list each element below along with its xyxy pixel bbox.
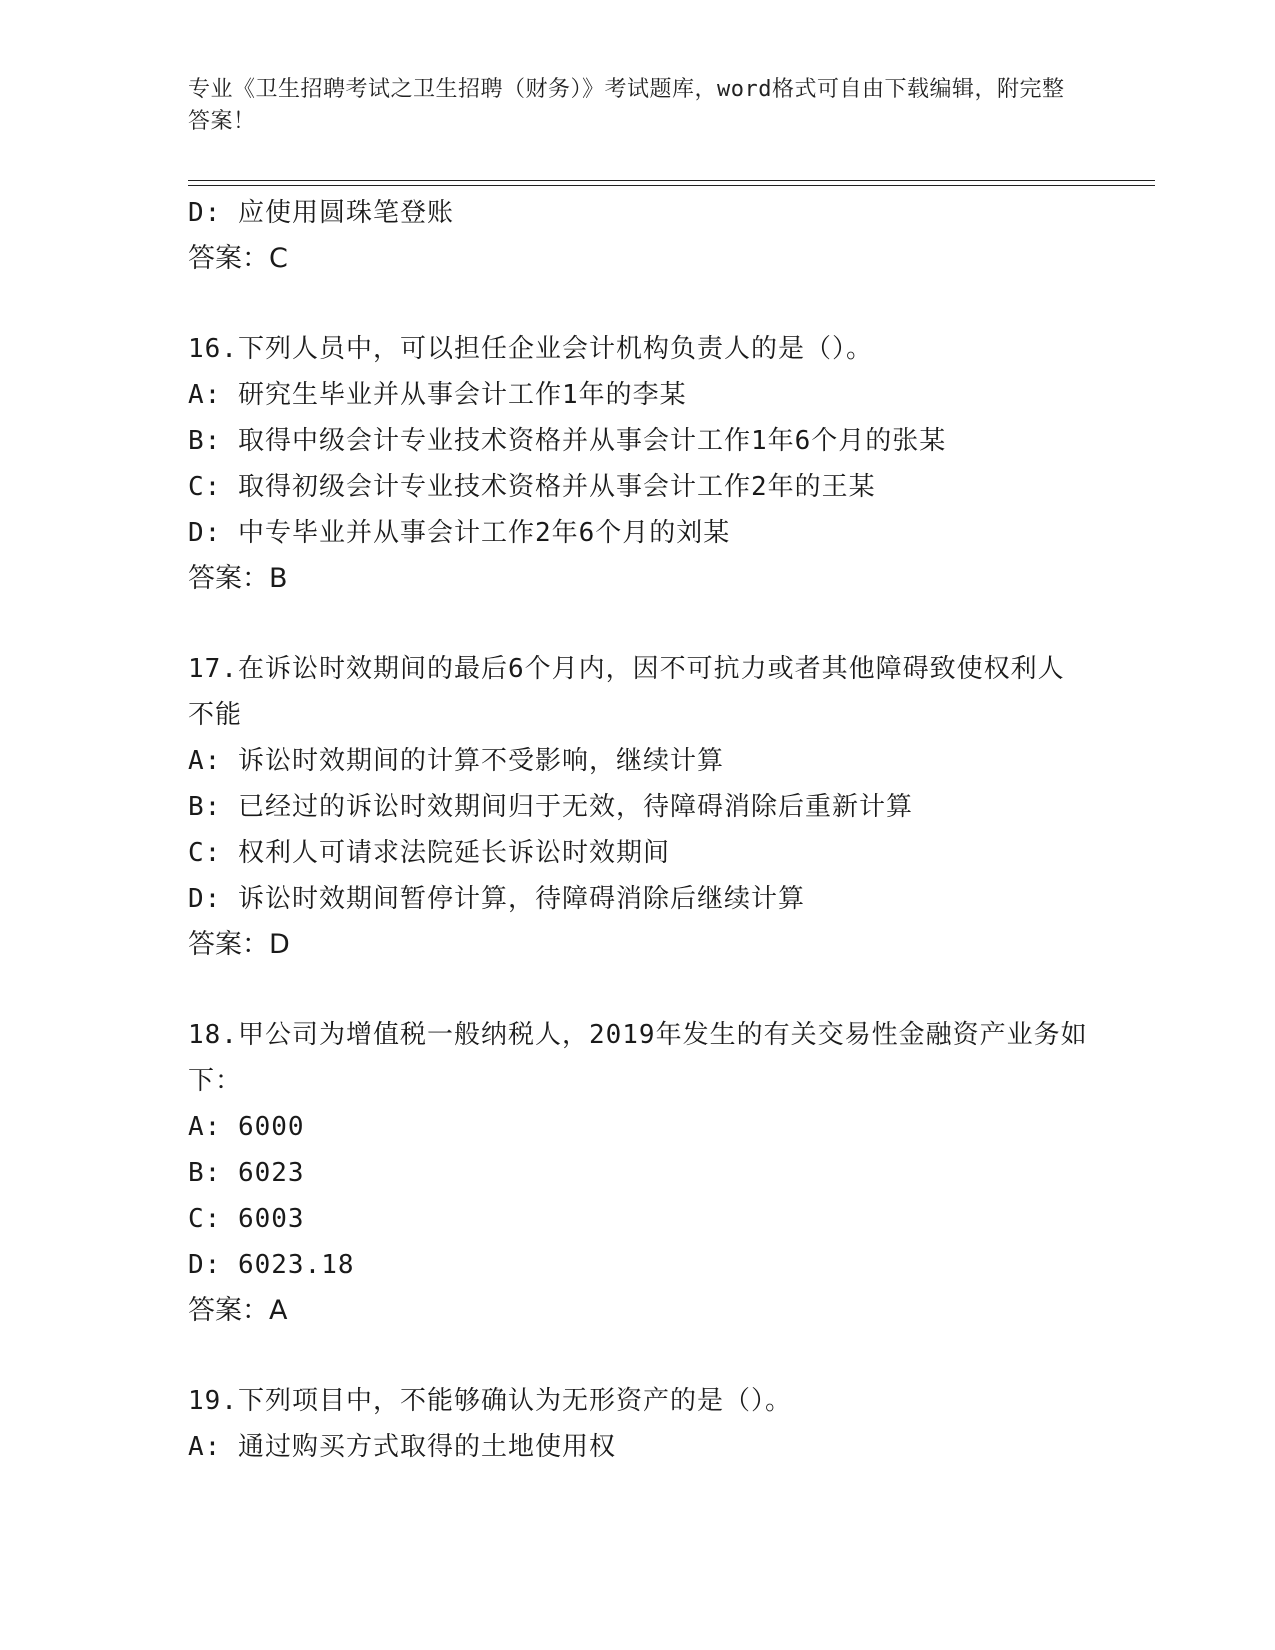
question-text: 19.下列项目中，不能够确认为无形资产的是（）。	[188, 1386, 792, 1416]
option-d: D: 6023.18	[188, 1250, 355, 1280]
spacer	[188, 282, 1148, 326]
option-c: C: 6003	[188, 1204, 305, 1234]
question-block	[188, 190, 1148, 282]
option-a: A: 6000	[188, 1112, 305, 1142]
spacer	[188, 968, 1148, 1012]
answer-label: 答案：B	[188, 563, 288, 594]
answer-label: 答案：A	[188, 1295, 288, 1326]
spacer	[188, 1334, 1148, 1378]
question-text: 18.甲公司为增值税一般纳税人，2019年发生的有关交易性金融资产业务如下：	[188, 1020, 1088, 1096]
page-header	[188, 74, 1068, 138]
question-block	[188, 646, 1148, 968]
question-block	[188, 1012, 1148, 1334]
option-a: A: 通过购买方式取得的土地使用权	[188, 1432, 616, 1462]
option-a: A: 研究生毕业并从事会计工作1年的李某	[188, 380, 687, 410]
option-d: D: 应使用圆珠笔登账	[188, 198, 454, 228]
option-d: D: 诉讼时效期间暂停计算，待障碍消除后继续计算	[188, 884, 805, 914]
question-block	[188, 326, 1148, 602]
question-text: 17.在诉讼时效期间的最后6个月内，因不可抗力或者其他障碍致使权利人不能	[188, 654, 1065, 730]
option-d: D: 中专毕业并从事会计工作2年6个月的刘某	[188, 518, 731, 548]
option-b: B: 取得中级会计专业技术资格并从事会计工作1年6个月的张某	[188, 426, 947, 456]
option-a: A: 诉讼时效期间的计算不受影响，继续计算	[188, 746, 724, 776]
option-b: B: 已经过的诉讼时效期间归于无效，待障碍消除后重新计算	[188, 792, 913, 822]
option-b: B: 6023	[188, 1158, 305, 1188]
spacer	[188, 602, 1148, 646]
header-text: 专业《卫生招聘考试之卫生招聘（财务）》考试题库，word格式可自由下载编辑，附完整答案！	[188, 77, 1065, 134]
answer-label: 答案：C	[188, 243, 288, 274]
answer-label: 答案：D	[188, 929, 290, 960]
question-text: 16.下列人员中，可以担任企业会计机构负责人的是（）。	[188, 334, 873, 364]
question-list	[188, 190, 1148, 1470]
header-rule-bottom	[188, 185, 1155, 186]
question-block	[188, 1378, 1148, 1470]
option-c: C: 权利人可请求法院延长诉讼时效期间	[188, 838, 670, 868]
option-c: C: 取得初级会计专业技术资格并从事会计工作2年的王某	[188, 472, 876, 502]
header-rule-top	[188, 180, 1155, 181]
